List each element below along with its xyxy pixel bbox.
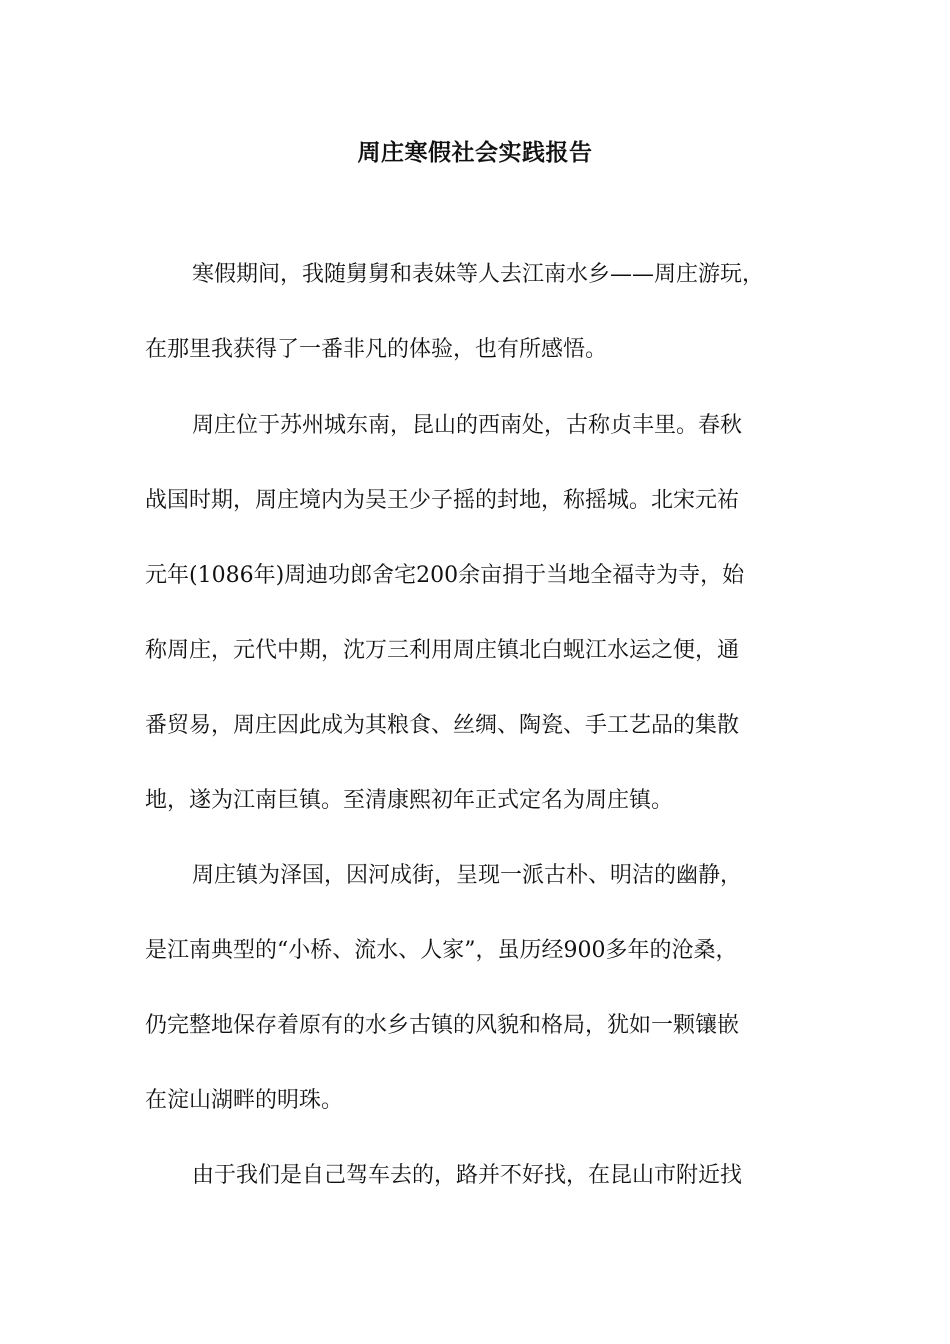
paragraph-line: 在那里我获得了一番非凡的体验，也有所感悟。 <box>145 337 608 362</box>
paragraph-line: 番贸易，周庄因此成为其粮食、丝绸、陶瓷、手工艺品的集散 <box>145 713 740 738</box>
paragraph-line: 战国时期，周庄境内为吴王少子摇的封地，称摇城。北宋元祐 <box>145 488 740 513</box>
paragraph-line: 地，遂为江南巨镇。至清康熙初年正式定名为周庄镇。 <box>145 788 674 813</box>
paragraph-line: 在淀山湖畔的明珠。 <box>145 1088 344 1113</box>
paragraph-line: 是江南典型的“小桥、流水、人家”，虽历经900多年的沧桑， <box>145 938 738 963</box>
paragraph-line: 寒假期间，我随舅舅和表妹等人去江南水乡——周庄游玩， <box>192 262 765 287</box>
document-title: 周庄寒假社会实践报告 <box>357 139 593 166</box>
paragraph-line: 元年(1086年)周迪功郎舍宅200余亩捐于当地全福寺为寺，始 <box>145 563 745 588</box>
paragraph-line: 由于我们是自己驾车去的，路并不好找，在昆山市附近找 <box>192 1163 743 1188</box>
paragraph-line: 周庄镇为泽国，因河成街，呈现一派古朴、明洁的幽静， <box>192 863 743 888</box>
paragraph-line: 仍完整地保存着原有的水乡古镇的风貌和格局，犹如一颗镶嵌 <box>145 1013 740 1038</box>
paragraph-line: 周庄位于苏州城东南，昆山的西南处，古称贞丰里。春秋 <box>192 413 743 438</box>
paragraph-line: 称周庄，元代中期，沈万三利用周庄镇北白蚬江水运之便，通 <box>145 638 740 663</box>
